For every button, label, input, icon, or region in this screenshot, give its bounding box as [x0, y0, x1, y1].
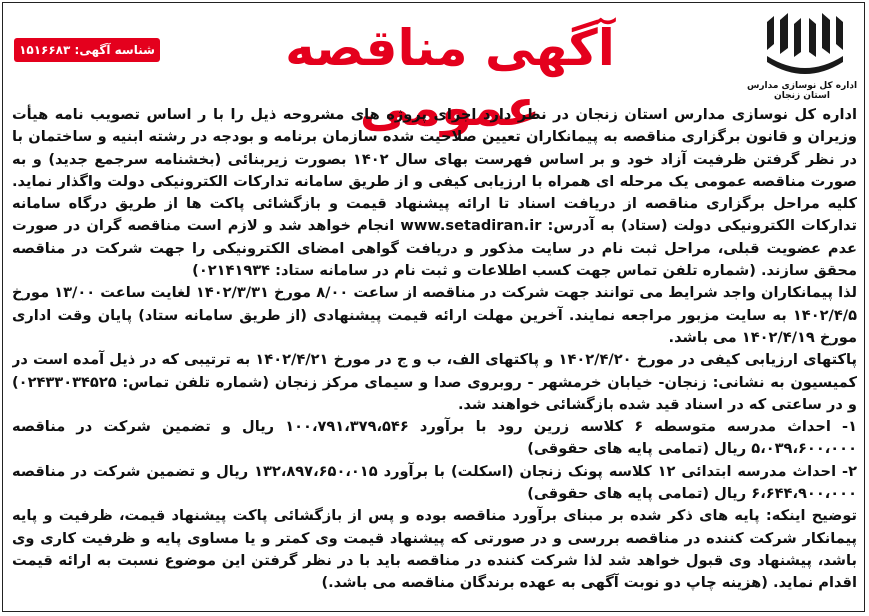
- organization-name: اداره کل نوسازی مدارس استان زنجان: [746, 81, 858, 101]
- note-paragraph: توضیح اینکه: پایه های ذکر شده بر مبنای برآورد مناقصه بوده و پس از بازگشائی پاکت پیشنهاد قیمت، ظرفیت و پایه پیمانکار شرکت کننده در مناقصه بررسی و در صورتی که پیشنهاد قیمت وی کمتر و یا مساوی پایه و ظرفیت کاری وی باشد، پیشنهاد وی قبول خواهد شد لذا شرکت کننده در مناقصه باید با در نظر گرفتن این موضوع نسبت به ارائه قیمت اقدام نماید. (هزینه چاپ دو نوبت آگهی به عهده برندگان مناقصه می باشد.): [12, 507, 857, 592]
- project-item: ۱- احداث مدرسه متوسطه ۶ کلاسه زرین رود با برآورد ۱۰۰،۷۹۱،۳۷۹،۵۴۶ ریال و تضمین شرکت در مناقصه ۵،۰۳۹،۶۰۰،۰۰۰ ریال (تمامی پایه های حقوقی): [12, 418, 857, 458]
- notice-body: [12, 104, 857, 612]
- intro-paragraph: اداره کل نوسازی مدارس استان زنجان در نظر دارد اجرای پروژه های مشروحه ذیل را با ر اساس تصویب نامه هیأت وزیران و قانون برگزاری مناقصه به پیمانکاران تعیین صلاحیت شده سازمان برنامه و بودجه در رشته ابنیه و ساختمان با در نظر گرفتن ظرفیت آزاد خود و بر اساس فهرست بهای سال ۱۴۰۲ بصورت زیربنائی (بخشنامه سرجمع جدید) و به صورت مناقصه عمومی یک مرحله ای همراه با ارزیابی کیفی و از طریق سامانه تدارکات الکترونیکی دولت واگذار نماید. کلیه مراحل برگزاری مناقصه از دریافت اسناد تا ارائه پیشنهاد قیمت و بازگشائی پاکت ها از طریق درگاه سامانه تدارکات الکترونیکی دولت (ستاد) به آدرس: www.setadiran.ir انجام خواهد شد و لازم است مناقصه گران در صورت عدم عضویت قبلی، مراحل ثبت نام در سایت مذکور و دریافت گواهی امضای الکترونیکی را جهت شرکت در مناقصه محقق سازند. (شماره تلفن تماس جهت کسب اطلاعات و ثبت نام در سامانه ستاد: ۰۲۱۴۱۹۳۴): [12, 106, 857, 280]
- notice-title: آگهی مناقصه عمومی: [285, 19, 615, 137]
- project-item: ۲- احداث مدرسه ابتدائی ۱۲ کلاسه پونک زنجان (اسکلت) با برآورد ۱۳۲،۸۹۷،۶۵۰،۰۱۵ ریال و تضمین شرکت در مناقصه ۶،۶۴۴،۹۰۰،۰۰۰ ریال (تمامی پایه های حقوقی): [12, 462, 857, 503]
- deadline-paragraph: لذا پیمانکاران واجد شرایط می توانند جهت شرکت در مناقصه از ساعت ۸/۰۰ مورخ ۱۴۰۲/۳/۳۱ لغایت ساعت ۱۳/۰۰ مورخ ۱۴۰۲/۴/۵ به سایت مزبور مراجعه نمایند. آخرین مهلت ارائه قیمت پیشنهادی (از طریق سامانه ستاد) پایان وقت اداری مورخ ۱۴۰۲/۴/۱۹ می باشد.: [12, 284, 857, 346]
- opening-paragraph: پاکتهای ارزیابی کیفی در مورخ ۱۴۰۲/۴/۲۰ و پاکتهای الف، ب و ج در مورخ ۱۴۰۲/۴/۲۱ به ترتیبی که در ذیل آمده است در کمیسیون به نشانی: زنجان- خیابان خرمشهر - روبروی صدا و سیمای مرکز زنجان (شماره تلفن تماس: ۰۲۴۳۳۰۳۴۵۲۵) و در ساعتی که در اسناد قید شده بازگشائی خواهند شد.: [12, 351, 857, 413]
- notice-number-badge: شناسه آگهی: ۱۵۱۶۶۸۳: [14, 38, 160, 62]
- organization-logo-icon: [763, 10, 847, 76]
